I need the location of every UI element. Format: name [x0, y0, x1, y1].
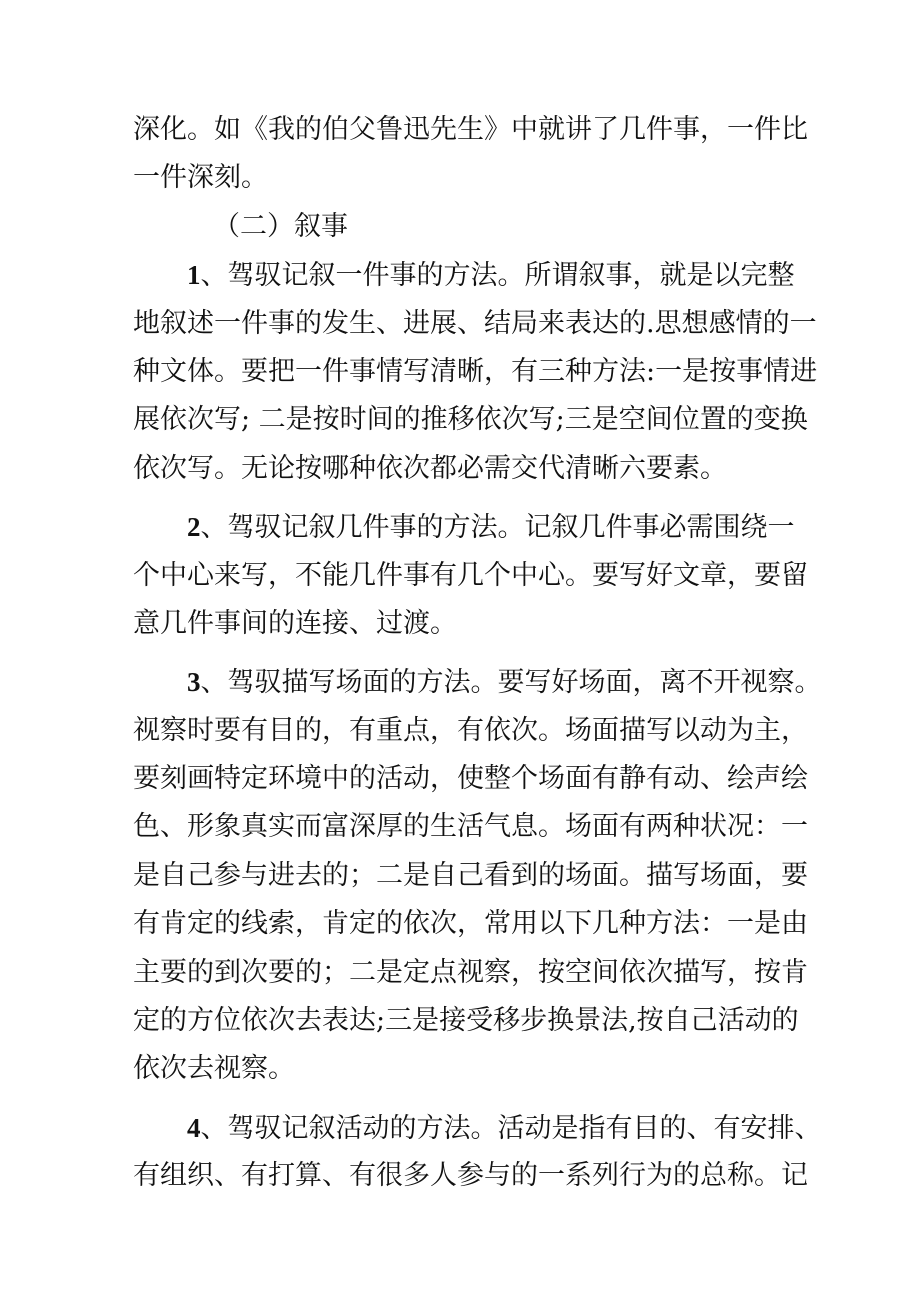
paragraph-first-line [133, 503, 793, 551]
paragraph-2 [133, 503, 808, 648]
text-line: 深化。如《我的伯父鲁迅先生》中就讲了几件事，一件比 [133, 114, 808, 145]
paragraph-intro [133, 106, 808, 203]
text-line: 展依次写; 二是按时间的推移依次写;三是空间位置的变换 [133, 404, 808, 436]
text-line: 有组织、有打算、有很多人参与的一系列行为的总称。记 [133, 1160, 808, 1192]
paragraph-spacer [133, 648, 793, 658]
paragraph-first-line [133, 658, 822, 706]
text-line: 意几件事间的连接、过渡。 [133, 607, 457, 639]
text-line: 种文体。要把一件事情写清晰，有三种方法:一是按事情进 [133, 355, 818, 387]
text-line: 色、形象真实而富深厚的生活气息。场面有两种状况：一 [133, 811, 808, 843]
paragraph-first-text: 、驾驭记叙活动的方法。活动是指有目的、有安排、 [200, 1112, 822, 1144]
text-line: 个中心来写，不能几件事有几个中心。要写好文章，要留 [133, 559, 808, 591]
document-page [133, 106, 822, 1201]
paragraph-first-text: 、驾驭记叙一件事的方法。所谓叙事，就是以完整 [200, 260, 795, 292]
paragraph-4 [133, 1104, 822, 1201]
text-line: 视察时要有目的，有重点，有依次。场面描写以动为主， [133, 714, 808, 746]
paragraph-number: 2 [187, 512, 201, 543]
text-line: 有肯定的线索，肯定的依次，常用以下几种方法：一是由 [133, 908, 808, 940]
text-line: 要刻画特定环境中的活动，使整个场面有静有动、绘声绘 [133, 763, 808, 795]
paragraph-number: 3 [187, 667, 201, 698]
text-line: 主要的到次要的；二是定点视察，按空间依次描写，按肯 [133, 956, 808, 988]
paragraph-number: 4 [187, 1112, 201, 1143]
text-line: 是自己参与进去的；二是自己看到的场面。描写场面，要 [133, 859, 808, 891]
paragraph-1 [133, 251, 818, 493]
text-line: 依次写。无论按哪种依次都必需交代清晰六要素。 [133, 452, 727, 484]
paragraph-spacer [133, 1094, 793, 1104]
text-line: 依次去视察。 [133, 1053, 295, 1085]
text-line: 定的方位依次去表达;三是接受移步换景法,按自己活动的 [133, 1005, 799, 1037]
paragraph-first-line [133, 251, 793, 299]
section-heading: （二）叙事 [213, 210, 348, 242]
paragraph-first-line [133, 1104, 822, 1152]
paragraph-first-text: 、驾驭记叙几件事的方法。记叙几件事必需围绕一 [200, 512, 795, 544]
paragraph-3 [133, 658, 822, 1094]
text-line: 地叙述一件事的发生、进展、结局来表达的.思想感情的一 [133, 307, 817, 339]
paragraph-first-text: 、驾驭描写场面的方法。要写好场面，离不开视察。 [200, 667, 822, 699]
paragraph-number: 1 [187, 260, 201, 291]
paragraph-spacer [133, 493, 793, 503]
text-line: 一件深刻。 [133, 162, 268, 194]
